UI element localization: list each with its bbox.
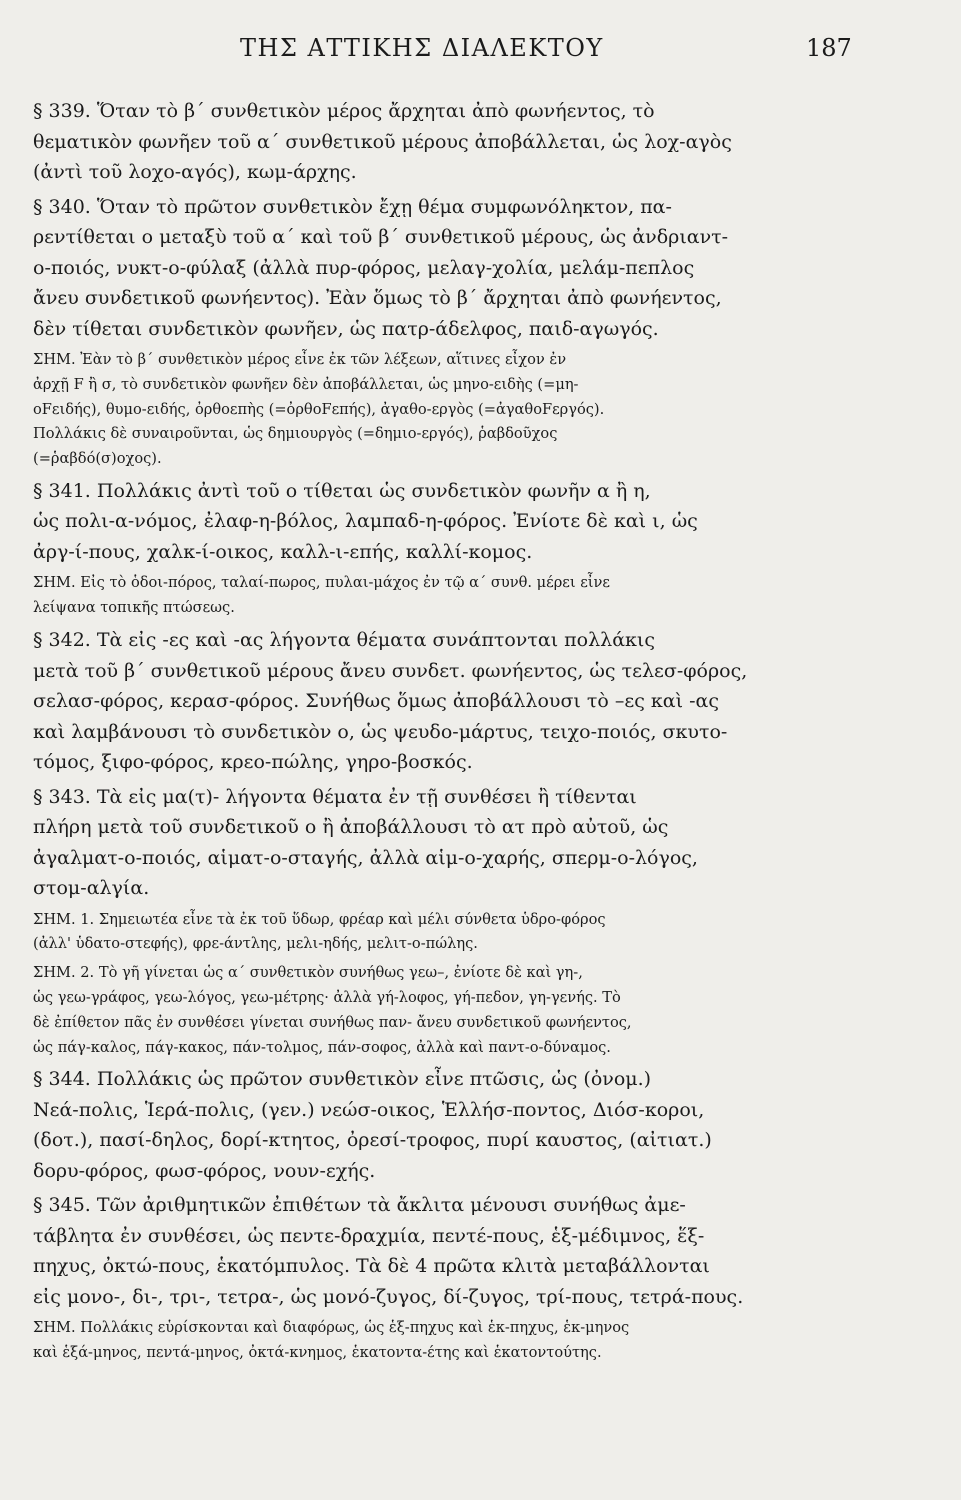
section-paragraph [33, 1190, 863, 1312]
text-line: § 339. Ὅταν τὸ β΄ συνθετικὸν μέρος ἄρχηται ἀπὸ φωνήεντος, τὸ [33, 100, 655, 122]
page-number: 187 [806, 34, 852, 62]
text-line: § 343. Τὰ εἰς μα(τ)- λήγοντα θέματα ἐν τῇ συνθέσει ἢ τίθενται [33, 785, 637, 808]
text-line: μετὰ τοῦ β΄ συνθετικοῦ μέρους ἄνευ συνδετ. φωνήεντος, ὡς τελεσ-φόρος, [33, 659, 748, 682]
text-line: § 342. Τὰ εἰς -ες καὶ -ας λήγοντα θέματα συνάπτονται πολλάκις [33, 629, 655, 652]
text-line: καὶ λαμβάνουσι τὸ συνδετικὸν ο, ὡς ψευδο-μάρτυς, τειχο-ποιός, σκυτο- [33, 720, 728, 743]
text-line: (ἀντὶ τοῦ λοχο-αγός), κωμ-άρχης. [33, 161, 357, 183]
text-line: (δοτ.), πασί-δηλος, δορί-κτητος, ὀρεσί-τροφος, πυρί καυστος, (αἰτιατ.) [33, 1129, 712, 1152]
text-line: ΣΗΜ. Πολλάκις εὑρίσκονται καὶ διαφόρως, ὡς ἑξ-πηχυς καὶ ἑκ-πηχυς, ἑκ-μηνος [33, 1319, 630, 1337]
section-paragraph [33, 96, 863, 188]
text-line: ὡς πάγ-καλος, πάγ-κακος, πάν-τολμος, πάν-σοφος, ἀλλὰ καὶ παντ-ο-δύναμος. [33, 1038, 611, 1056]
text-line: ἀγαλματ-ο-ποιός, αἱματ-ο-σταγής, ἀλλὰ αἱμ-ο-χαρής, σπερμ-ο-λόγος, [33, 846, 698, 869]
text-line: ΣΗΜ. Εἰς τὸ ὁδοι-πόρος, ταλαί-πωρος, πυλαι-μάχος ἐν τῷ α΄ συνθ. μέρει εἶνε [33, 574, 610, 592]
note-paragraph [33, 961, 863, 1060]
section-paragraph [33, 1064, 863, 1186]
text-line: § 341. Πολλάκις ἀντὶ τοῦ ο τίθεται ὡς συνδετικὸν φωνῆν α ἢ η, [33, 479, 651, 502]
section-paragraph [33, 625, 863, 778]
section-paragraph [33, 476, 863, 568]
text-line: δὲν τίθεται συνδετικὸν φωνῆεν, ὡς πατρ-άδελφος, παιδ-αγωγός. [33, 317, 659, 340]
text-line: Πολλάκις δὲ συναιροῦνται, ὡς δημιουργὸς (=δημιο-εργός), ῥαβδοῦχος [33, 425, 558, 443]
text-line: § 340. Ὅταν τὸ πρῶτον συνθετικὸν ἔχῃ θέμα συμφωνόληκτον, πα- [33, 195, 672, 218]
text-line: ἀργ-ί-πους, χαλκ-ί-οικος, καλλ-ι-επής, καλλί-κομος. [33, 540, 533, 563]
page-header [0, 28, 961, 68]
text-line: ΣΗΜ. 2. Τὸ γῆ γίνεται ὡς α΄ συνθετικὸν συνήθως γεω–, ἐνίοτε δὲ καὶ γη-, [33, 964, 583, 982]
text-line: ρεντίθεται ο μεταξὺ τοῦ α΄ καὶ τοῦ β΄ συνθετικοῦ μέρους, ὡς ἀνδριαντ- [33, 226, 729, 248]
text-line: (ἀλλ' ὑδατο-στεφής), φρε-άντλης, μελι-ηδής, μελιτ-ο-πώλης. [33, 935, 478, 953]
running-title: ΤΗΣ ΑΤΤΙΚΗΣ ΔΙΑΛΕΚΤΟΥ [240, 34, 604, 62]
text-line: εἰς μονο-, δι-, τρι-, τετρα-, ὡς μονό-ζυγος, δί-ζυγος, τρί-πους, τετρά-πους. [33, 1285, 744, 1308]
note-paragraph [33, 571, 863, 621]
text-line: πηχυς, ὀκτώ-πους, ἑκατόμπυλος. Τὰ δὲ 4 πρῶτα κλιτὰ μεταβάλλονται [33, 1255, 710, 1278]
note-paragraph [33, 908, 863, 958]
text-line: τάβλητα ἐν συνθέσει, ὡς πεντε-δραχμία, πεντέ-πους, ἑξ-μέδιμνος, ἕξ- [33, 1224, 705, 1247]
section-paragraph [33, 782, 863, 904]
text-line: δορυ-φόρος, φωσ-φόρος, νουν-εχής. [33, 1159, 376, 1182]
text-line: (=ῥαβδό(σ)οχος). [33, 450, 162, 468]
text-line: τόμος, ξιφο-φόρος, κρεο-πώλης, γηρο-βοσκός. [33, 751, 473, 774]
text-line: Νεά-πολις, Ἱερά-πολις, (γεν.) νεώσ-οικος, Ἑλλήσ-ποντος, Διόσ-κοροι, [33, 1098, 705, 1121]
text-line: oFειδής), θυμο-ειδής, ὀρθοεπὴς (=ὀρθοFεπής), ἀγαθο-εργὸς (=ἀγαθοFεργός). [33, 400, 605, 418]
text-line: ο-ποιός, νυκτ-ο-φύλαξ (ἀλλὰ πυρ-φόρος, μελαγ-χολία, μελάμ-πεπλος [33, 256, 695, 279]
text-line: ὡς πολι-α-νόμος, ἐλαφ-η-βόλος, λαμπαδ-η-φόρος. Ἐνίοτε δὲ καὶ ι, ὡς [33, 510, 698, 533]
text-line: καὶ ἑξά-μηνος, πεντά-μηνος, ὀκτά-κνημος, ἑκατοντα-έτης καὶ ἑκατοντούτης. [33, 1344, 602, 1362]
text-line: πλήρη μετὰ τοῦ συνδετικοῦ ο ἢ ἀποβάλλουσι τὸ ατ πρὸ αὐτοῦ, ὡς [33, 816, 669, 839]
page-body [33, 96, 863, 1366]
text-line: δὲ ἐπίθετον πᾶς ἐν συνθέσει γίνεται συνήθως παν- ἄνευ συνδετικοῦ φωνήεντος, [33, 1013, 632, 1031]
text-line: λείψανα τοπικῆς πτώσεως. [33, 599, 235, 617]
text-line: ὡς γεω-γράφος, γεω-λόγος, γεω-μέτρης· ἀλλὰ γή-λοφος, γή-πεδον, γη-γενής. Τὸ [33, 988, 621, 1006]
text-line: στομ-αλγία. [33, 877, 150, 900]
text-line: ΣΗΜ. Ἐὰν τὸ β΄ συνθετικὸν μέρος εἶνε ἐκ τῶν λέξεων, αἵτινες εἶχον ἐν [33, 351, 567, 368]
text-line: σελασ-φόρος, κερασ-φόρος. Συνήθως ὅμως ἀποβάλλουσι τὸ –ες καὶ -ας [33, 690, 720, 713]
text-line: § 345. Τῶν ἀριθμητικῶν ἐπιθέτων τὰ ἄκλιτα μένουσι συνήθως ἀμε- [33, 1194, 686, 1217]
note-paragraph [33, 348, 863, 472]
text-line: ἀρχῇ F ἢ σ, τὸ συνδετικὸν φωνῆεν δὲν ἀποβάλλεται, ὡς μηνο-ειδὴς (=μη- [33, 375, 579, 393]
text-line: ἄνευ συνδετικοῦ φωνήεντος). Ἐὰν ὅμως τὸ β΄ ἄρχηται ἀπὸ φωνήεντος, [33, 287, 722, 309]
text-line: θεματικὸν φωνῆεν τοῦ α΄ συνθετικοῦ μέρους ἀποβάλλεται, ὡς λοχ-αγὸς [33, 130, 732, 153]
section-paragraph [33, 192, 863, 345]
text-line: § 344. Πολλάκις ὡς πρῶτον συνθετικὸν εἶνε πτῶσις, ὡς (ὀνομ.) [33, 1068, 652, 1091]
note-paragraph [33, 1316, 863, 1366]
text-line: ΣΗΜ. 1. Σημειωτέα εἶνε τὰ ἐκ τοῦ ὕδωρ, φρέαρ καὶ μέλι σύνθετα ὑδρο-φόρος [33, 910, 606, 928]
